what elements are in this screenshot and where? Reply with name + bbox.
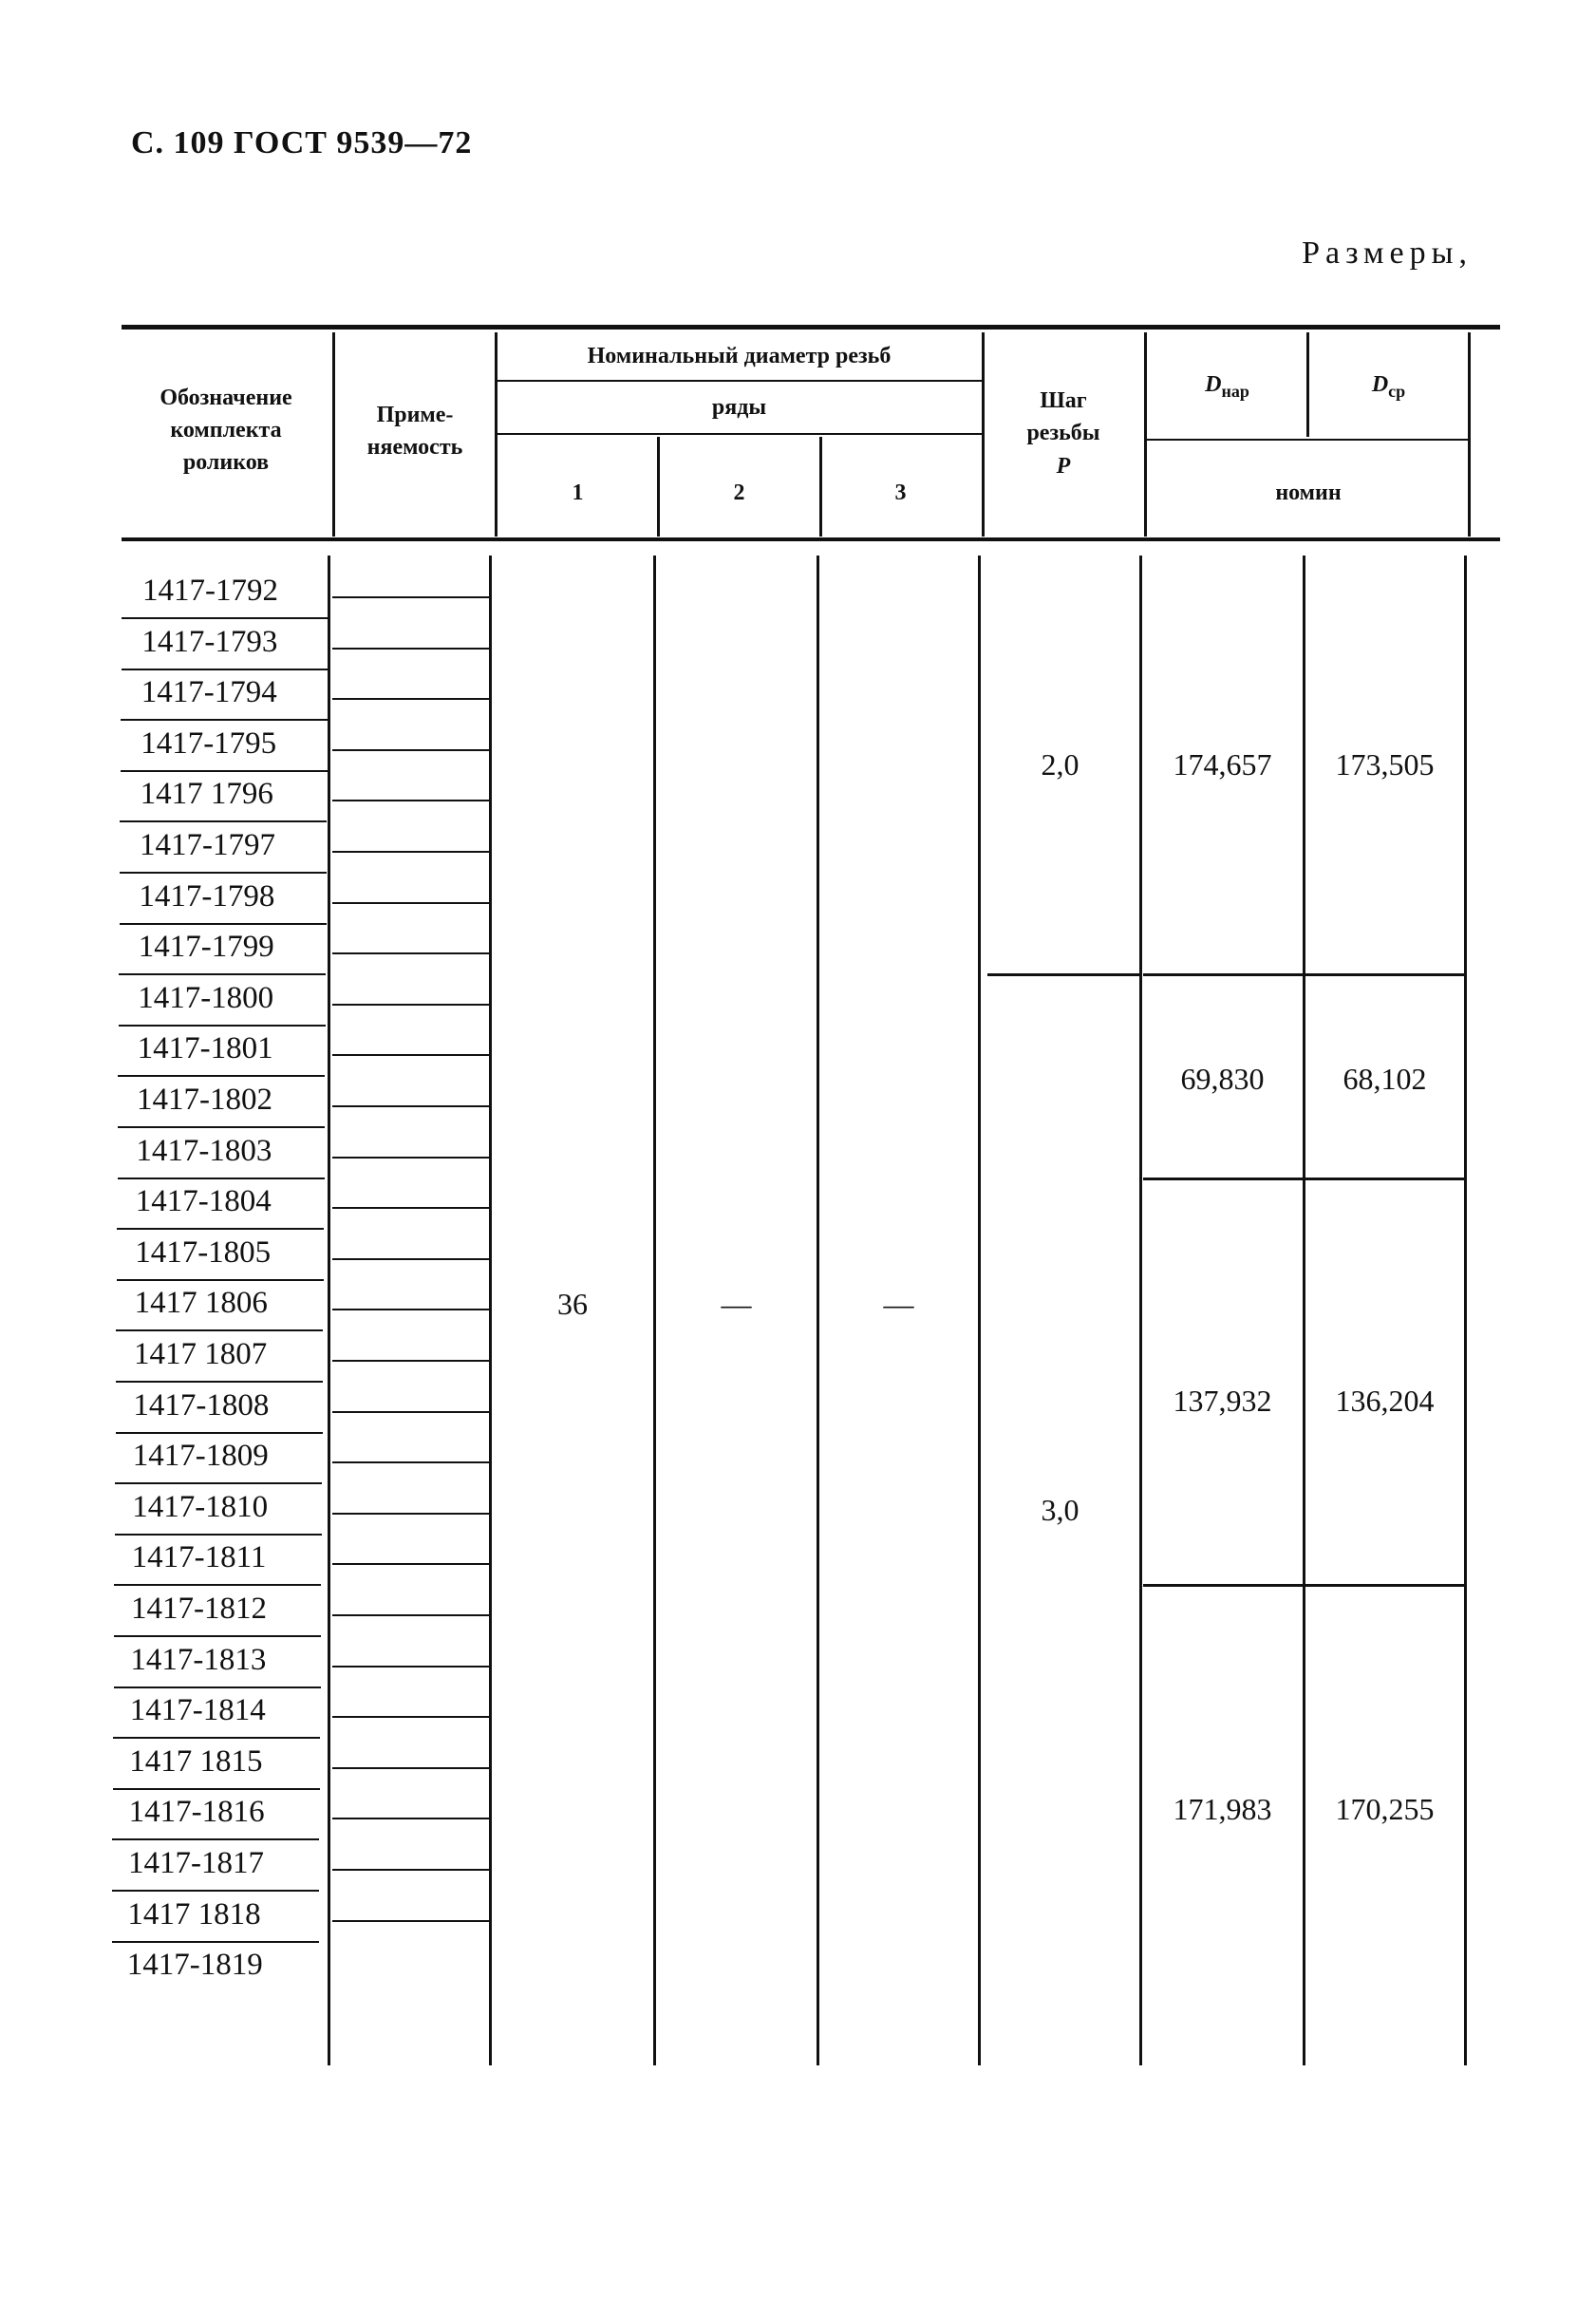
d-mean-subscript: ср	[1388, 381, 1406, 401]
applicability-row-rule	[332, 1360, 489, 1362]
designation-code: 1417-1803	[136, 1133, 272, 1168]
header-subrule-diameter	[498, 380, 982, 382]
designation-code: 1417-1809	[132, 1439, 269, 1474]
designation-code: 1417-1794	[141, 675, 277, 710]
designation-code: 1417-1801	[137, 1031, 273, 1066]
applicability-row-rule	[332, 1563, 489, 1565]
group-separator-3	[1143, 1584, 1464, 1587]
applicability-row-rule	[332, 1461, 489, 1463]
header-nominal-diameter: Номинальный диаметр резьб	[587, 344, 892, 368]
header-divider-7	[1306, 332, 1309, 437]
header-subrule-rows	[498, 433, 982, 435]
d-outer-subscript: нар	[1221, 381, 1249, 401]
header-designation: Обозначение комплекта роликов	[160, 386, 292, 475]
body-divider-1	[328, 556, 330, 2065]
d-mean-group-2: 68,102	[1343, 1062, 1427, 1096]
header-divider-8	[1468, 332, 1471, 537]
designation-row-rule	[121, 770, 328, 772]
header-divider-6	[1144, 332, 1147, 537]
header-nominal: номин	[1275, 481, 1342, 505]
applicability-row-rule	[332, 1105, 489, 1107]
designation-code: 1417-1795	[141, 726, 277, 761]
designation-code: 1417-1798	[139, 878, 275, 914]
d-outer-group-3: 137,932	[1173, 1384, 1272, 1418]
designation-code: 1417-1804	[135, 1184, 272, 1219]
designation-row-rule	[114, 1584, 321, 1586]
applicability-row-rule	[332, 1513, 489, 1515]
applicability-row-rule	[332, 1258, 489, 1260]
header-d-outer	[1149, 368, 1305, 407]
d-outer-group-4: 171,983	[1173, 1792, 1272, 1826]
applicability-row-rule	[332, 1054, 489, 1056]
designation-row-rule	[112, 1941, 319, 1943]
designation-code: 1417-1812	[131, 1592, 267, 1626]
applicability-row-rule	[332, 1666, 489, 1668]
header-bottom-rule	[122, 537, 1500, 541]
nominal-diameter-row3: —	[883, 1287, 914, 1321]
designation-code: 1417-1793	[141, 624, 278, 659]
d-outer-symbol: D	[1205, 372, 1222, 397]
group-separator-2	[1143, 1178, 1464, 1180]
designation-row-rule	[120, 872, 327, 874]
header-row-2: 2	[733, 481, 745, 505]
header-divider-1	[332, 332, 335, 537]
designation-code: 1417 1806	[134, 1286, 268, 1321]
designation-row-rule	[118, 1126, 325, 1128]
group-separator-1	[1143, 973, 1464, 976]
d-mean-symbol: D	[1371, 372, 1389, 397]
header-row-1: 1	[572, 481, 584, 505]
d-mean-group-3: 136,204	[1335, 1384, 1435, 1418]
applicability-row-rule	[332, 1614, 489, 1616]
designation-row-rule	[118, 1178, 325, 1179]
page-header: С. 109 ГОСТ 9539—72	[131, 125, 473, 160]
designation-row-rule	[116, 1329, 323, 1331]
designation-row-rule	[119, 1025, 326, 1027]
header-subrule-d	[1147, 439, 1468, 441]
designation-row-rule	[120, 923, 327, 925]
designation-code: 1417-1819	[126, 1948, 263, 1983]
d-mean-group-1: 173,505	[1335, 747, 1435, 782]
applicability-row-rule	[332, 648, 489, 650]
applicability-row-rule	[332, 902, 489, 904]
designation-row-rule	[112, 1890, 319, 1892]
pitch-value-2: 3,0	[1041, 1493, 1080, 1527]
designation-code: 1417-1805	[135, 1234, 272, 1270]
header-divider-3	[657, 437, 660, 537]
applicability-row-rule	[332, 1411, 489, 1413]
header-divider-5	[982, 332, 985, 537]
applicability-row-rule	[332, 596, 489, 598]
applicability-row-rule	[332, 1869, 489, 1871]
designation-row-rule	[122, 617, 329, 619]
units-label: Размеры,	[1302, 236, 1473, 271]
nominal-diameter-row1: 36	[557, 1287, 588, 1321]
designation-row-rule	[121, 719, 328, 721]
designation-code: 1417-1808	[133, 1387, 270, 1423]
designation-code: 1417 1807	[134, 1337, 268, 1371]
d-outer-group-1: 174,657	[1173, 747, 1272, 782]
designation-row-rule	[114, 1635, 321, 1637]
designation-row-rule	[115, 1534, 322, 1536]
designation-row-rule	[119, 973, 326, 975]
applicability-row-rule	[332, 698, 489, 700]
header-row-3: 3	[894, 481, 907, 505]
designation-row-rule	[113, 1788, 320, 1790]
designation-code: 1417-1800	[138, 980, 274, 1015]
applicability-row-rule	[332, 749, 489, 751]
applicability-row-rule	[332, 1767, 489, 1769]
header-pitch: Шаг резьбы	[1026, 388, 1100, 445]
designation-row-rule	[122, 669, 329, 670]
designation-code: 1417-1799	[138, 930, 274, 965]
designation-code: 1417-1802	[137, 1083, 272, 1117]
designation-row-rule	[113, 1737, 320, 1739]
designation-code: 1417-1811	[131, 1540, 267, 1575]
header-rows: ряды	[711, 395, 767, 420]
designation-code: 1417-1816	[128, 1795, 265, 1830]
designation-row-rule	[114, 1687, 321, 1688]
designation-code: 1417-1810	[132, 1489, 269, 1524]
applicability-row-rule	[332, 1818, 489, 1819]
designation-code: 1417-1792	[142, 574, 278, 608]
designation-code: 1417-1813	[130, 1642, 267, 1677]
applicability-row-rule	[332, 1157, 489, 1159]
pitch-separator	[987, 973, 1139, 976]
d-outer-group-2: 69,830	[1180, 1062, 1265, 1096]
applicability-row-rule	[332, 800, 489, 801]
designation-code: 1417-1814	[129, 1693, 266, 1728]
designation-row-rule	[116, 1381, 323, 1383]
header-d-mean	[1310, 368, 1467, 407]
designation-row-rule	[118, 1075, 325, 1077]
designation-code: 1417-1797	[140, 828, 275, 862]
applicability-row-rule	[332, 1207, 489, 1209]
designation-row-rule	[120, 820, 327, 822]
applicability-row-rule	[332, 1920, 489, 1922]
designation-code: 1417 1815	[129, 1743, 263, 1779]
d-mean-group-4: 170,255	[1335, 1792, 1435, 1826]
applicability-row-rule	[332, 1716, 489, 1718]
applicability-row-rule	[332, 1309, 489, 1310]
designation-code: 1417 1818	[127, 1896, 261, 1932]
designation-code: 1417-1817	[128, 1846, 264, 1880]
designation-row-rule	[117, 1279, 324, 1281]
designation-row-rule	[112, 1838, 319, 1840]
designation-row-rule	[117, 1228, 324, 1230]
designation-row-rule	[116, 1432, 323, 1434]
designation-row-rule	[115, 1482, 322, 1484]
applicability-row-rule	[332, 851, 489, 853]
pitch-value-1: 2,0	[1041, 747, 1080, 782]
designation-code: 1417 1796	[140, 777, 273, 812]
header-pitch-symbol: P	[1056, 454, 1071, 479]
table-top-rule	[122, 325, 1500, 330]
nominal-diameter-row2: —	[721, 1287, 752, 1321]
body-divider-8	[1464, 556, 1467, 2065]
applicability-row-rule	[332, 952, 489, 954]
applicability-row-rule	[332, 1004, 489, 1006]
header-applicability: Приме- няемость	[366, 403, 463, 460]
